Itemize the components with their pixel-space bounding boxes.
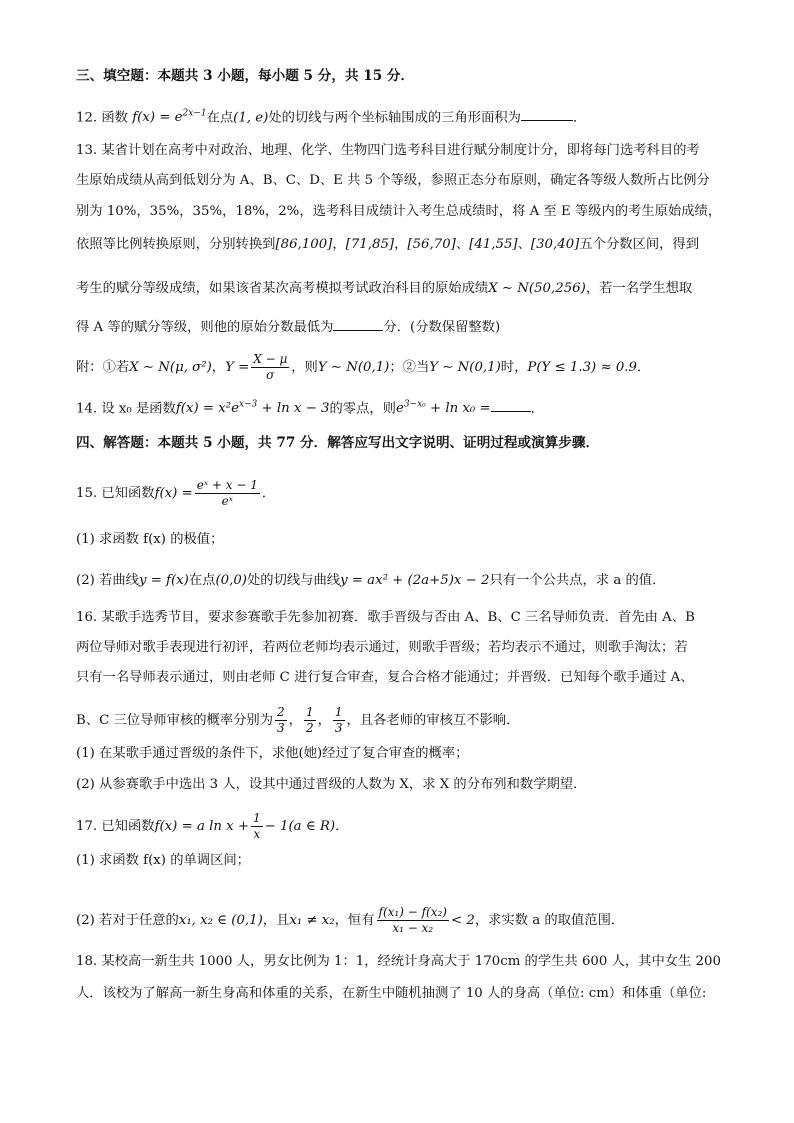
q15-function: f(x) = bbox=[154, 486, 193, 501]
q13-note-a: 附：①若 bbox=[76, 360, 130, 375]
q16-line-2: 两位导师对歌手表现进行初评，若两位老师均表示通过，则歌手晋级；若均表示不通过，则歌手淘汰；若 bbox=[76, 640, 688, 655]
q17-p2-inequality: < 2 bbox=[450, 913, 475, 928]
q13-line-4-end: 五个分数区间，得到 bbox=[579, 237, 700, 252]
q13-line-1: 13. 某省计划在高考中对政治、地理、化学、生物四门选考科目进行赋分制度计分，即将每门选考科目的考 bbox=[76, 143, 700, 158]
q17-function-tail: − 1(a ∈ R) bbox=[264, 819, 336, 834]
q15-part-1: (1) 求函数 f(x) 的极值； bbox=[76, 532, 224, 547]
q13-distribution: X ∼ N(50,256) bbox=[488, 281, 586, 296]
q17-part-2 bbox=[76, 905, 624, 936]
q15-p2-b: 在点 bbox=[188, 573, 216, 588]
q16-line-4-text: B、C 三位导师审核的概率分别为 bbox=[76, 713, 274, 728]
q16-part-2: (2) 从参赛歌手中选出 3 人，设其中通过晋级的人数为 X，求 X 的分布列和数学期望． bbox=[76, 777, 587, 792]
q17-part-1: (1) 求函数 f(x) 的单调区间； bbox=[76, 853, 250, 868]
q17-p2-a: (2) 若对于任意的 bbox=[76, 913, 179, 928]
q17-p2-b: ，且 bbox=[262, 913, 290, 928]
q13-note-e: 时， bbox=[500, 360, 528, 375]
q13-line-6-text: 得 A 等的赋分等级，则他的原始分数最低为 bbox=[76, 320, 334, 335]
q16-line-4-end: ，且各老师的审核互不影响． bbox=[346, 713, 520, 728]
q13-note-b: ， bbox=[211, 360, 226, 375]
q13-note-c: ，则 bbox=[291, 360, 318, 375]
q16-prob-a: $\frac{2}{3}$ bbox=[277, 705, 285, 735]
q13-line-5-end: ，若一名学生想取 bbox=[585, 281, 693, 296]
q12-pre: 函数 bbox=[101, 110, 128, 126]
q18-line-2: 人．该校为了解高一新生身高和体重的关系，在新生中随机抽测了 10 人的身高（单位: cm）和体重（单位: bbox=[76, 986, 707, 1001]
q13-note-y-eq: Y = bbox=[225, 360, 250, 375]
question-17 bbox=[76, 811, 348, 842]
q12-point: (1, e) bbox=[233, 110, 269, 126]
q13-interval-d: [41,55] bbox=[469, 237, 518, 252]
q15-end: ． bbox=[261, 486, 276, 501]
q13-note-dist-x: X ∼ N(μ, σ²) bbox=[129, 360, 212, 375]
q13-note-d: ；②当 bbox=[389, 360, 430, 375]
q18-line-1: 18. 某校高一新生共 1000 人，男女比例为 1：1，经统计身高大于 170cm 的学生共 600 人，其中女生 200 bbox=[76, 954, 721, 969]
q17-p2-neq: x₁ ≠ x₂ bbox=[289, 913, 335, 928]
q17-end: ． bbox=[335, 819, 349, 834]
q13-interval-b: [71,85] bbox=[345, 237, 395, 252]
q17-pre: 17. 已知函数 bbox=[76, 819, 155, 834]
q17-p2-domain: x₁, x₂ ∈ (0,1) bbox=[178, 913, 263, 928]
q13-line-5-text: 考生的赋分等级成绩，如果该省某次高考模拟考试政治科目的原始成绩 bbox=[76, 281, 489, 296]
q12-number: 12. bbox=[76, 110, 98, 126]
q13-note-dist-y2: Y ∼ N(0,1) bbox=[429, 360, 501, 375]
section-4-heading: 四、解答题：本题共 5 小题，共 77 分．解答应写出文字说明、证明过程或演算步骤． bbox=[76, 435, 600, 451]
q15-p2-d: 只有一个公共点，求 a 的值． bbox=[489, 573, 666, 588]
q13-interval-c: [56,70] bbox=[407, 237, 456, 252]
q13-note bbox=[76, 352, 650, 383]
q16-prob-b: $\frac{1}{2}$ bbox=[305, 705, 314, 735]
q13-line-6 bbox=[76, 318, 500, 337]
q13-interval-a: [86,100] bbox=[275, 237, 333, 252]
q16-line-4: B、C 三位导师审核的概率分别为 $\frac{2}{3}$ ， $\frac{1}{2}$ ， $\frac{1}{3}$ ，且各老师的审核互不影响． bbox=[76, 705, 520, 735]
q15-p2-a: (2) 若曲线 bbox=[76, 573, 139, 588]
q17-p2-fraction: $\frac{\text{f(x₁) − f(x₂)}}{\text{x₁ − x₂}}$ bbox=[378, 905, 447, 935]
q13-line-6-end: 分．(分数保留整数) bbox=[383, 320, 501, 335]
q13-note-f: ． bbox=[636, 360, 651, 375]
q17-p2-c: ，恒有 bbox=[334, 913, 375, 928]
q14-expression: $e^{3-x_0} + \ln x_0$ = bbox=[395, 400, 491, 417]
q15-part-2 bbox=[76, 572, 665, 590]
q13-interval-e: [30,40] bbox=[530, 237, 580, 252]
q13-note-fraction: $\frac{X - \mu}{\sigma}$ bbox=[253, 352, 288, 382]
question-12 bbox=[76, 105, 586, 127]
q17-fraction: $\frac{1}{x}$ bbox=[253, 811, 261, 841]
q12-end: ． bbox=[572, 110, 587, 126]
question-15 bbox=[76, 478, 275, 509]
section-3-heading: 三、填空题：本题共 3 小题，每小题 5 分，共 15 分． bbox=[76, 68, 415, 84]
q14-mid: 的零点，则 bbox=[329, 401, 396, 417]
q16-line-1: 16. 某歌手选秀节目，要求参赛歌手先参加初赛．歌手晋级与否由 A、B、C 三名导师负责．首先由 A、B bbox=[76, 610, 695, 625]
q17-function: f(x) = a ln x + bbox=[154, 819, 250, 834]
q16-part-1: (1) 在某歌手通过晋级的条件下，求他(她)经过了复合审查的概率； bbox=[76, 746, 469, 761]
q13-line-5 bbox=[76, 280, 692, 298]
question-14 bbox=[76, 396, 544, 418]
q15-p2-curve: y = f(x) bbox=[138, 573, 189, 588]
q15-p2-curve2: y = ax² + (2a+5)x − 2 bbox=[340, 573, 490, 588]
q15-fraction: $\frac{\text{eˣ + x − 1}}{\text{eˣ}}$ bbox=[196, 478, 258, 508]
q15-p2-c: 处的切线与曲线 bbox=[246, 573, 341, 588]
q13-note-dist-y: Y ∼ N(0,1) bbox=[317, 360, 390, 375]
q14-end: ． bbox=[530, 401, 544, 417]
q15-p2-point: (0,0) bbox=[215, 573, 247, 588]
q13-line-2: 生原始成绩从高到低划分为 A、B、C、D、E 共 5 个等级，参照正态分布原则，确定各等级人数所占比例分 bbox=[76, 173, 710, 188]
q16-line-3: 只有一名导师表示通过，则由老师 C 进行复合审查，复合合格才能通过；并晋级．已知每个歌手通过 A、 bbox=[76, 670, 694, 685]
q13-line-3: 别为 10%，35%，35%，18%，2%，选考科目成绩计入考生总成绩时，将 A 至 E 等级内的考生原始成绩， bbox=[76, 204, 722, 219]
q13-line-4: 依照等比例转换原则，分别转换到[86,100]，[71,85]，[56,70]、[41,55]、[30,40]五个分数区间，得到 bbox=[76, 237, 700, 252]
q14-pre: 14. 设 x₀ 是函数 bbox=[76, 401, 176, 417]
q13-answer-blank[interactable] bbox=[333, 318, 383, 331]
q12-mid: 在点 bbox=[206, 110, 234, 126]
q16-prob-c: $\frac{1}{3}$ bbox=[334, 705, 343, 735]
q13-line-4-text: 依照等比例转换原则，分别转换到 bbox=[76, 237, 276, 252]
q13-note-prob: P(Y ≤ 1.3) ≈ 0.9 bbox=[527, 360, 637, 375]
q12-function: $f(x) = e^{2x-1}$ bbox=[132, 109, 207, 126]
q15-pre: 15. 已知函数 bbox=[76, 486, 155, 501]
q14-function: $f(x) = x^2e^{x-3} + \ln x - 3$ bbox=[175, 400, 330, 417]
q14-answer-blank[interactable] bbox=[491, 399, 531, 412]
q12-answer-blank[interactable] bbox=[521, 108, 573, 121]
q17-p2-d: ，求实数 a 的取值范围． bbox=[474, 913, 625, 928]
q12-post: 处的切线与两个坐标轴围成的三角形面积为 bbox=[268, 110, 521, 126]
